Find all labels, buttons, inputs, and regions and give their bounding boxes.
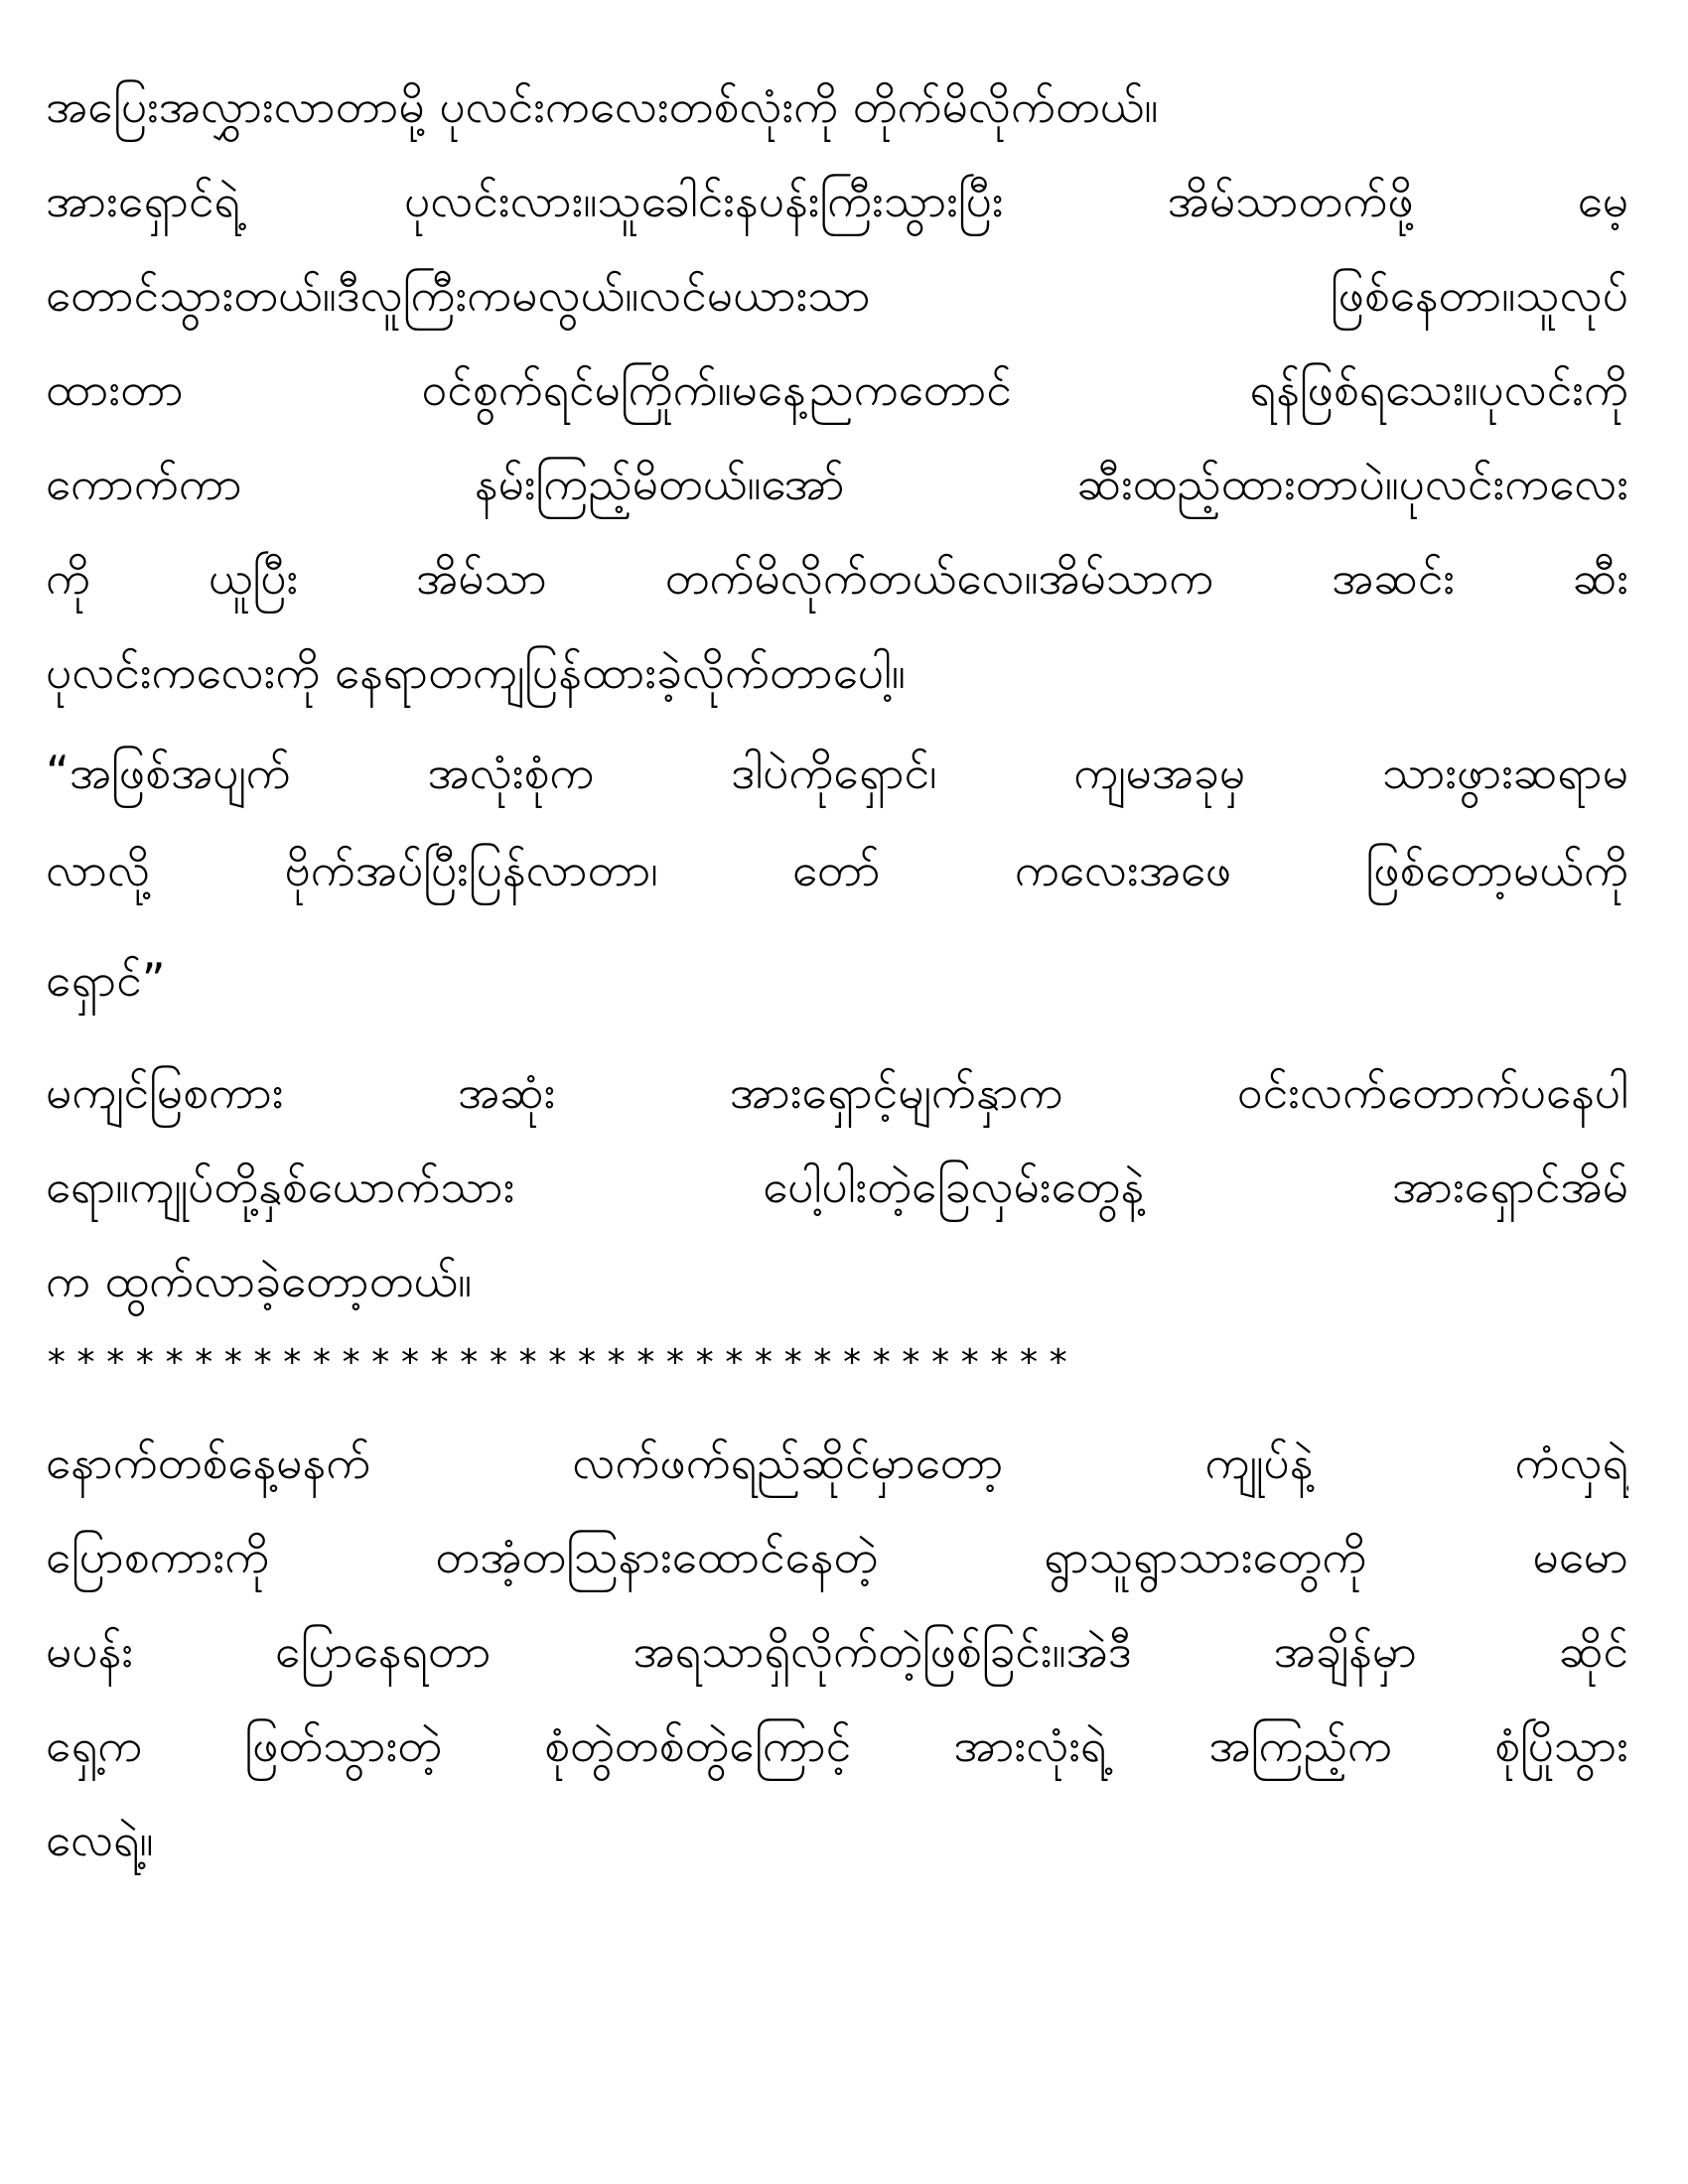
text-line: မပန်း ပြောနေရတာ အရသာရှိလိုက်တဲ့ဖြစ်ခြင်း။အဲဒီ အချိန်မှာ ဆိုင် — [46, 1624, 1628, 1678]
text-line: ပုလင်းကလေးကို နေရာတကျပြန်ထားခဲ့လိုက်တာပေါ့။ — [46, 645, 906, 699]
text-line: “အဖြစ်အပျက် အလုံးစုံက ဒါပဲကိုရှောင်၊ ကျမအခုမှ သားဖွားဆရာမ — [46, 746, 1628, 799]
closing-paragraph — [46, 1416, 1628, 1887]
paragraph-3 — [46, 1045, 1628, 1328]
text-line: ကို ယူပြီး အိမ်သာ တက်မိလိုက်တယ်လေ။အိမ်သာက အဆင်း ဆီး — [46, 551, 1628, 605]
text-line: လေရဲ့။ — [46, 1813, 154, 1866]
text-line: လာလို့ ဗိုက်အပ်ပြီးပြန်လာတာ၊ တော် ကလေးအဖေ ဖြစ်တော့မယ်ကို — [46, 843, 1628, 896]
text-line: တောင်သွားတယ်။ဒီလူကြီးကမလွယ်။လင်မယားသာ ဖြစ်နေတာ။သူလုပ် — [46, 268, 1628, 322]
text-line: ပြောစကားကို တအံ့တသြနားထောင်နေတဲ့ ရွာသူရွာသားတွေကို မမော — [46, 1530, 1628, 1583]
text-line: ကောက်ကာ နမ်းကြည့်မိတယ်။အော် ဆီးထည့်ထားတာပဲ။ပုလင်းကလေး — [46, 457, 1628, 510]
section-divider: *********************************** — [46, 1342, 1077, 1383]
text-line: ရှောင်” — [46, 953, 166, 1007]
text-line: ထားတာ ဝင်စွက်ရင်မကြိုက်။မနေ့ညကတောင် ရန်ဖြစ်ရသေး။ပုလင်းကို — [46, 362, 1628, 416]
paragraph-2-dialogue — [46, 726, 1628, 1027]
text-line: မကျင်မြစကား အဆုံး အားရှောင့်မျက်နှာက ဝင်းလက်တောက်ပနေပါ — [46, 1065, 1628, 1119]
text-line: က ထွက်လာခဲ့တော့တယ်။ — [46, 1254, 473, 1307]
text-line: ရှေ့က ဖြတ်သွားတဲ့ စုံတွဲတစ်တွဲကြောင့် အားလုံးရဲ့ အကြည့်က စုံပြိုသွား — [46, 1718, 1628, 1772]
text-line: ရော။ကျုပ်တို့နှစ်ယောက်သား ပေါ့ပါးတဲ့ခြေလှမ်းတွေနဲ့ အားရှောင်အိမ် — [46, 1160, 1628, 1213]
text-line: အားရှောင်ရဲ့ ပုလင်းလား။သူခေါင်းနပန်းကြီးသွားပြီး အိမ်သာတက်ဖို့ မေ့ — [46, 174, 1628, 227]
paragraph-1 — [46, 60, 1628, 720]
text-line: အပြေးအလွှားလာတာမို့ ပုလင်းကလေးတစ်လုံးကို တိုက်မိလိုက်တယ်။ — [46, 79, 1159, 133]
text-line: နောက်တစ်နေ့မနက် လက်ဖက်ရည်ဆိုင်မှာတော့ ကျုပ်နဲ့ ကံလှရဲ့ — [46, 1435, 1628, 1489]
